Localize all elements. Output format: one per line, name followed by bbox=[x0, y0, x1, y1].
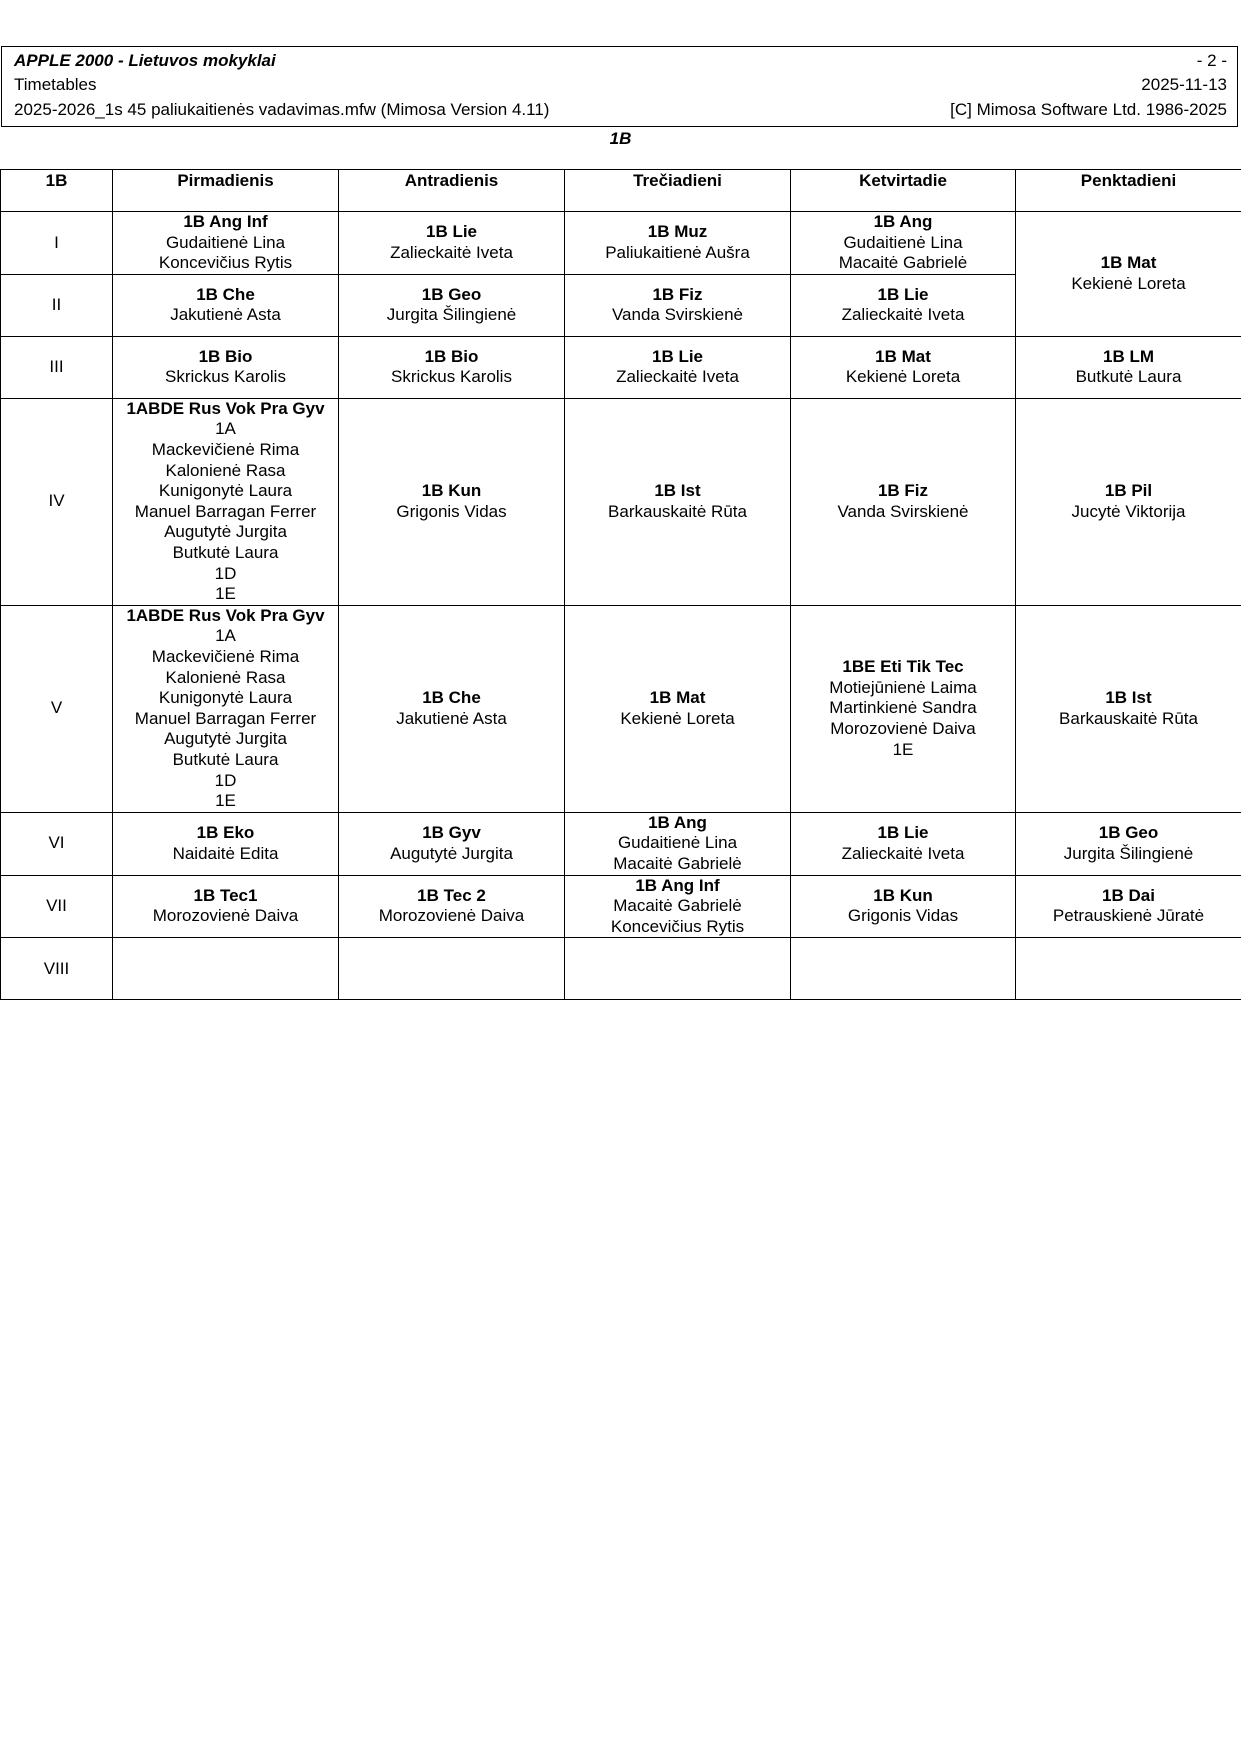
lesson-cell bbox=[565, 212, 791, 275]
cell-line: Manuel Barragan Ferrer bbox=[134, 501, 317, 521]
cell-line: Skrickus Karolis bbox=[391, 367, 512, 387]
header-row-3 bbox=[14, 98, 1227, 122]
empty-cell bbox=[791, 938, 1016, 1000]
lesson-cell bbox=[339, 398, 565, 605]
lesson-cell bbox=[1016, 398, 1241, 605]
period-label: VI bbox=[1, 812, 113, 875]
lesson-cell bbox=[565, 274, 791, 336]
cell-line: Zalieckaitė Iveta bbox=[841, 305, 965, 325]
lesson-cell bbox=[113, 812, 339, 875]
cell-line: Grigonis Vidas bbox=[396, 501, 507, 521]
cell-line: Butkutė Laura bbox=[1075, 367, 1182, 387]
subject-label: 1B Mat bbox=[875, 346, 931, 366]
cell-line: Macaitė Gabrielė bbox=[613, 896, 742, 916]
cell-line: Kalonienė Rasa bbox=[165, 667, 286, 687]
cell-line: Augutytė Jurgita bbox=[164, 729, 287, 749]
lesson-cell bbox=[339, 274, 565, 336]
lesson-cell bbox=[565, 875, 791, 938]
lesson-cell bbox=[339, 605, 565, 812]
subject-label: 1B Muz bbox=[647, 222, 708, 242]
cell-line: Augutytė Jurgita bbox=[390, 843, 513, 863]
table-row bbox=[1, 605, 1241, 812]
subject-label: 1B Bio bbox=[198, 346, 253, 366]
lesson-cell bbox=[339, 812, 565, 875]
report-title: APPLE 2000 - Lietuvos mokyklai bbox=[14, 51, 276, 70]
cell-line: Butkutė Laura bbox=[172, 749, 279, 769]
lesson-cell bbox=[791, 398, 1016, 605]
cell-line: 1E bbox=[215, 791, 236, 811]
header-row-1 bbox=[14, 49, 1227, 73]
table-row bbox=[1, 398, 1241, 605]
cell-line: Jakutienė Asta bbox=[170, 305, 281, 325]
cell-line: Petrauskienė Jūratė bbox=[1052, 906, 1205, 926]
cell-line: 1D bbox=[214, 770, 237, 790]
lesson-cell bbox=[113, 336, 339, 398]
cell-line: Martinkienė Sandra bbox=[829, 698, 977, 718]
subject-label: 1B Ist bbox=[1105, 688, 1152, 708]
timetable bbox=[0, 169, 1241, 1000]
table-row bbox=[1, 812, 1241, 875]
day-header-tuesday: Antradienis bbox=[339, 170, 565, 212]
subject-label: 1B Eko bbox=[196, 823, 255, 843]
subject-label: 1B Che bbox=[422, 688, 481, 708]
empty-cell bbox=[339, 938, 565, 1000]
cell-line: Koncevičius Rytis bbox=[158, 253, 293, 273]
lesson-cell bbox=[113, 398, 339, 605]
cell-line: 1E bbox=[892, 739, 914, 759]
empty-cell bbox=[565, 938, 791, 1000]
subject-label: 1B Geo bbox=[1098, 823, 1159, 843]
lesson-cell bbox=[565, 336, 791, 398]
lesson-cell bbox=[113, 605, 339, 812]
subject-label: 1B Mat bbox=[1100, 253, 1157, 273]
cell-line: 1A bbox=[215, 626, 236, 646]
empty-cell bbox=[1016, 938, 1241, 1000]
subject-label: 1B LM bbox=[1103, 346, 1154, 366]
cell-line: Jakutienė Asta bbox=[396, 708, 507, 728]
subject-label: 1B Kun bbox=[421, 481, 482, 501]
cell-line: Jucytė Viktorija bbox=[1071, 501, 1186, 521]
day-header-thursday: Ketvirtadie bbox=[791, 170, 1016, 212]
subject-label: 1B Dai bbox=[1102, 885, 1155, 905]
period-label: V bbox=[1, 605, 113, 812]
cell-line: Koncevičius Rytis bbox=[610, 916, 745, 936]
lesson-cell bbox=[1016, 875, 1241, 938]
empty-cell bbox=[113, 938, 339, 1000]
period-label: I bbox=[1, 212, 113, 275]
period-label: II bbox=[1, 274, 113, 336]
cell-line: Butkutė Laura bbox=[172, 542, 279, 562]
subject-label: 1B Ang bbox=[648, 812, 707, 832]
report-date: 2025-11-13 bbox=[1141, 75, 1227, 94]
class-title: 1B bbox=[609, 129, 632, 148]
cell-line: Zalieckaitė Iveta bbox=[841, 843, 965, 863]
lesson-cell bbox=[113, 212, 339, 275]
lesson-cell bbox=[791, 875, 1016, 938]
lesson-cell bbox=[565, 812, 791, 875]
cell-line: Barkauskaitė Rūta bbox=[1059, 708, 1198, 728]
period-label: IV bbox=[1, 398, 113, 605]
subject-label: 1B Ang Inf bbox=[635, 875, 720, 895]
file-name: 2025-2026_1s 45 paliukaitienės vadavimas.mfw (Mimosa Version 4.11) bbox=[14, 100, 550, 119]
cell-line: 1D bbox=[214, 563, 237, 583]
day-header-friday: Penktadieni bbox=[1016, 170, 1241, 212]
lesson-cell bbox=[791, 212, 1016, 275]
cell-line: Skrickus Karolis bbox=[165, 367, 286, 387]
table-header-row bbox=[1, 170, 1241, 212]
day-header-monday: Pirmadienis bbox=[113, 170, 339, 212]
lesson-cell bbox=[1016, 812, 1241, 875]
cell-line: 1A bbox=[215, 419, 236, 439]
lesson-cell bbox=[565, 398, 791, 605]
day-header-wednesday: Trečiadieni bbox=[565, 170, 791, 212]
subject-label: 1B Ang Inf bbox=[183, 212, 268, 231]
subject-label: 1B Bio bbox=[424, 346, 479, 366]
lesson-cell bbox=[113, 875, 339, 938]
cell-line: Macaitė Gabrielė bbox=[613, 853, 742, 873]
cell-line: Grigonis Vidas bbox=[847, 906, 959, 926]
cell-line: Naidaitė Edita bbox=[172, 843, 279, 863]
cell-line: Gudaitienė Lina bbox=[617, 833, 738, 853]
cell-line: Jurgita Šilingienė bbox=[1063, 843, 1194, 863]
subject-label: 1B Mat bbox=[649, 688, 706, 708]
subject-label: 1ABDE Rus Vok Pra Gyv bbox=[126, 398, 325, 418]
lesson-cell bbox=[791, 274, 1016, 336]
cell-line: Gudaitienė Lina bbox=[165, 232, 286, 252]
period-label: VIII bbox=[1, 938, 113, 1000]
lesson-cell bbox=[339, 875, 565, 938]
table-row bbox=[1, 938, 1241, 1000]
subject-label: 1B Pil bbox=[1104, 481, 1153, 501]
lesson-cell bbox=[791, 336, 1016, 398]
subject-label: 1B Lie bbox=[651, 346, 704, 366]
cell-line: Vanda Svirskienė bbox=[837, 501, 969, 521]
cell-line: Kalonienė Rasa bbox=[165, 460, 286, 480]
lesson-cell bbox=[791, 605, 1016, 812]
subject-label: 1B Lie bbox=[425, 222, 478, 242]
cell-line: 1E bbox=[215, 584, 236, 604]
subject-label: 1BE Eti Tik Tec bbox=[842, 657, 964, 677]
subject-label: 1B Tec1 bbox=[193, 885, 258, 905]
subject-label: 1B Kun bbox=[873, 885, 933, 905]
cell-line: Mackevičienė Rima bbox=[151, 647, 300, 666]
subject-label: 1B Gyv bbox=[422, 823, 481, 843]
corner-class-label: 1B bbox=[1, 170, 113, 212]
lesson-cell bbox=[791, 812, 1016, 875]
lesson-cell bbox=[1016, 605, 1241, 812]
cell-line: Kunigonytė Laura bbox=[158, 481, 293, 501]
lesson-cell bbox=[565, 605, 791, 812]
subject-label: 1B Ang bbox=[873, 212, 933, 231]
lesson-cell bbox=[339, 212, 565, 275]
cell-line: Augutytė Jurgita bbox=[164, 522, 287, 542]
cell-line: Zalieckaitė Iveta bbox=[616, 367, 739, 387]
cell-line: Zalieckaitė Iveta bbox=[390, 242, 513, 262]
report-subtitle: Timetables bbox=[14, 75, 97, 94]
cell-line: Kunigonytė Laura bbox=[158, 688, 293, 708]
cell-line: Kekienė Loreta bbox=[845, 367, 961, 387]
table-row bbox=[1, 336, 1241, 398]
subject-label: 1B Ist bbox=[654, 481, 701, 501]
subject-label: 1B Fiz bbox=[652, 284, 703, 304]
cell-line: Barkauskaitė Rūta bbox=[608, 501, 747, 521]
subject-label: 1ABDE Rus Vok Pra Gyv bbox=[126, 605, 325, 625]
copyright: [C] Mimosa Software Ltd. 1986-2025 bbox=[950, 100, 1227, 119]
cell-line: Jurgita Šilingienė bbox=[386, 305, 517, 325]
lesson-cell bbox=[339, 336, 565, 398]
subject-label: 1B Tec 2 bbox=[417, 885, 486, 905]
lesson-cell bbox=[113, 274, 339, 336]
lesson-cell bbox=[1016, 336, 1241, 398]
subject-label: 1B Lie bbox=[877, 823, 929, 843]
table-row bbox=[1, 212, 1241, 275]
header-row-2 bbox=[14, 73, 1227, 97]
cell-line: Kekienė Loreta bbox=[1071, 273, 1186, 293]
cell-line: Manuel Barragan Ferrer bbox=[134, 708, 317, 728]
cell-line: Motiejūnienė Laima bbox=[829, 677, 977, 697]
subject-label: 1B Che bbox=[196, 284, 255, 304]
cell-line: Vanda Svirskienė bbox=[611, 305, 744, 325]
lesson-cell bbox=[1016, 212, 1241, 337]
cell-line: Mackevičienė Rima bbox=[151, 440, 300, 459]
cell-line: Kekienė Loreta bbox=[620, 708, 735, 728]
cell-line: Morozovienė Daiva bbox=[378, 906, 525, 926]
cell-line: Paliukaitienė Aušra bbox=[605, 242, 750, 262]
cell-line: Macaitė Gabrielė bbox=[838, 253, 968, 273]
page-number: - 2 - bbox=[1196, 51, 1227, 70]
subject-label: 1B Lie bbox=[877, 284, 929, 304]
subject-label: 1B Fiz bbox=[877, 481, 929, 501]
table-row bbox=[1, 875, 1241, 938]
document-header bbox=[1, 46, 1238, 127]
subject-label: 1B Geo bbox=[421, 284, 482, 304]
period-label: VII bbox=[1, 875, 113, 938]
cell-line: Morozovienė Daiva bbox=[152, 906, 299, 926]
cell-line: Morozovienė Daiva bbox=[830, 719, 976, 739]
period-label: III bbox=[1, 336, 113, 398]
cell-line: Gudaitienė Lina bbox=[843, 232, 963, 252]
